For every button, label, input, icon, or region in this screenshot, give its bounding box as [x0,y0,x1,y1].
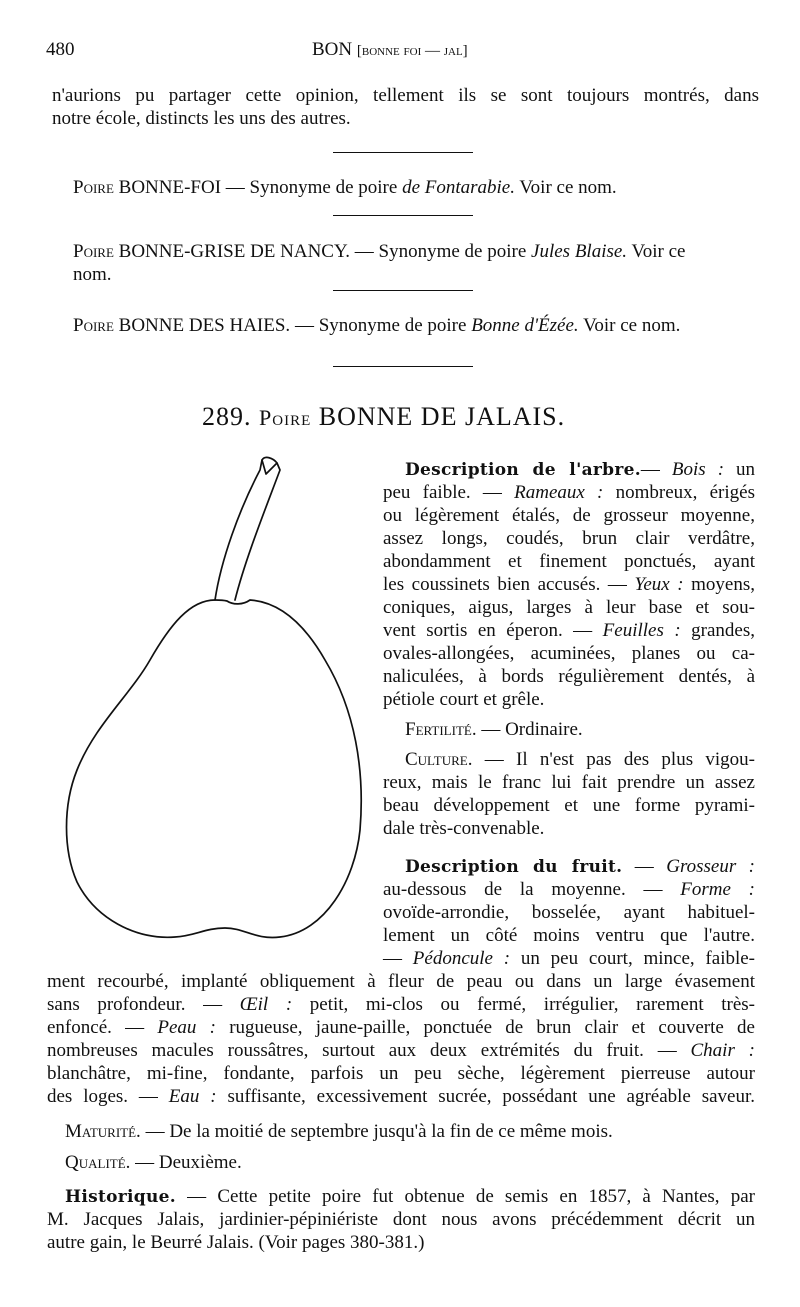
pear-illustration [55,450,375,955]
tree-line-5: abondamment et finement ponctués, ayant [383,551,755,572]
fruit-line-1: Description du fruit. — Grosseur : [405,856,755,877]
article-title [202,402,565,433]
fruit-heading: Description du fruit. [405,857,623,877]
pear-stem [215,457,280,600]
divider-rule [333,215,473,216]
entry-kind: Poire [73,241,114,262]
fruit-line-7: sans profondeur. — Œil : petit, mi-clos ou fermé, irrégulier, rarement très- [47,994,755,1015]
entry-name: BONNE DES HAIES. [118,315,291,336]
tree-line-11: pétiole court et grêle. [383,689,545,710]
culture-line-1: Culture. — Il n'est pas des plus vigou- [405,749,755,770]
intro-line-2: notre école, distincts les uns des autres. [52,108,351,129]
tree-line-7: coniques, aigus, larges à leur base et sou- [383,597,755,618]
culture-line-3: beau développement et une forme pyrami- [383,795,755,816]
entry-text: — Synonyme de poire [221,177,403,198]
article-number: 289. [202,402,252,431]
synonym-entry-bonne-foi [73,176,617,199]
pear-body [67,600,362,937]
quality-paragraph: Qualité. — Deuxième. [65,1152,242,1173]
tree-line-9: ovales-allongées, acuminées, planes ou ca- [383,643,755,664]
tree-line-10: naliculées, à bords régulièrement dentés, à [383,666,755,687]
tree-line-8: vent sortis en éperon. — Feuilles : grandes, [383,620,756,641]
entry-ref: Bonne d'Ézée. [471,315,579,336]
tree-line-1: Description de l'arbre.— Bois : un [405,459,756,480]
fertility-paragraph: Fertilité. — Ordinaire. [405,719,583,740]
tree-line-2: peu faible. — Rameaux : nombreux, érigés [383,482,755,503]
article-name: BONNE DE JALAIS. [318,402,566,431]
running-title-sub: [bonne foi — jal] [356,43,468,59]
tree-heading: Description de l'arbre. [405,460,641,480]
entry-tail: Voir ce nom. [515,177,617,198]
divider-rule [333,152,473,153]
running-title [312,38,468,63]
tree-line-3: ou légèrement étalés, de grosseur moyenne, [383,505,755,526]
fruit-line-4: lement un côté moins ventru que l'autre. [383,925,755,946]
synonym-entry-bonne-grise [73,240,685,263]
fruit-line-10: blanchâtre, mi-fine, fondante, parfois un peu sèche, légèrement pierreuse autour [47,1063,755,1084]
entry-name: BONNE-FOI [118,177,222,198]
history-line-1: Historique. — Cette petite poire fut obtenue de semis en 1857, à Nantes, par [65,1186,755,1207]
running-title-main: BON [312,39,353,60]
fruit-line-3: ovoïde-arrondie, bosselée, ayant habituel- [383,902,755,923]
history-line-3: autre gain, le Beurré Jalais. (Voir pages 380-381.) [47,1232,425,1253]
fruit-line-6: ment recourbé, implanté obliquement à fleur de peau ou dans un large évasement [47,971,755,992]
fruit-line-5: — Pédoncule : un peu court, mince, faible- [383,948,756,969]
history-heading: Historique. [65,1187,176,1207]
divider-rule [333,290,473,291]
tree-line-6: les coussinets bien accusés. — Yeux : moyens, [383,574,755,595]
fruit-line-8: enfoncé. — Peau : rugueuse, jaune-paille, ponctuée de brun clair et couverte de [47,1017,755,1038]
quality-label: Qualité. [65,1152,131,1173]
article-kind: Poire [259,405,312,430]
page-number: 480 [46,39,75,60]
entry-text: — Synonyme de poire [290,315,472,336]
fruit-line-9: nombreuses macules roussâtres, surtout aux deux extrémités du fruit. — Chair : [47,1040,755,1061]
synonym-entry-bonne-grise-cont: nom. [73,264,112,285]
entry-ref: Jules Blaise. [531,241,628,262]
intro-line-1: n'aurions pu partager cette opinion, tellement ils se sont toujours montrés, dans [52,85,759,106]
entry-ref: de Fontarabie. [402,177,515,198]
entry-text: — Synonyme de poire [350,241,532,262]
culture-line-4: dale très-convenable. [383,818,545,839]
fertility-label: Fertilité. [405,719,477,740]
entry-kind: Poire [73,315,114,336]
entry-tail: Voir ce [627,241,686,262]
culture-label: Culture. [405,749,473,770]
synonym-entry-bonne-des-haies [73,314,680,337]
entry-name: BONNE-GRISE DE NANCY. [118,241,351,262]
fruit-line-2: au-dessous de la moyenne. — Forme : [383,879,755,900]
fruit-line-11: des loges. — Eau : suffisante, excessivement sucrée, possédant une agréable saveur. [47,1086,756,1107]
history-line-2: M. Jacques Jalais, jardinier-pépiniériste dont nous avons précédemment décrit un [47,1209,755,1230]
entry-tail: Voir ce nom. [578,315,681,336]
maturity-paragraph: Maturité. — De la moitié de septembre jusqu'à la fin de ce même mois. [65,1121,613,1142]
maturity-label: Maturité. [65,1121,141,1142]
entry-kind: Poire [73,177,114,198]
culture-line-2: reux, mais le franc lui fait prendre un assez [383,772,755,793]
tree-line-4: assez longs, coudés, brun clair verdâtre, [383,528,755,549]
divider-rule [333,366,473,367]
